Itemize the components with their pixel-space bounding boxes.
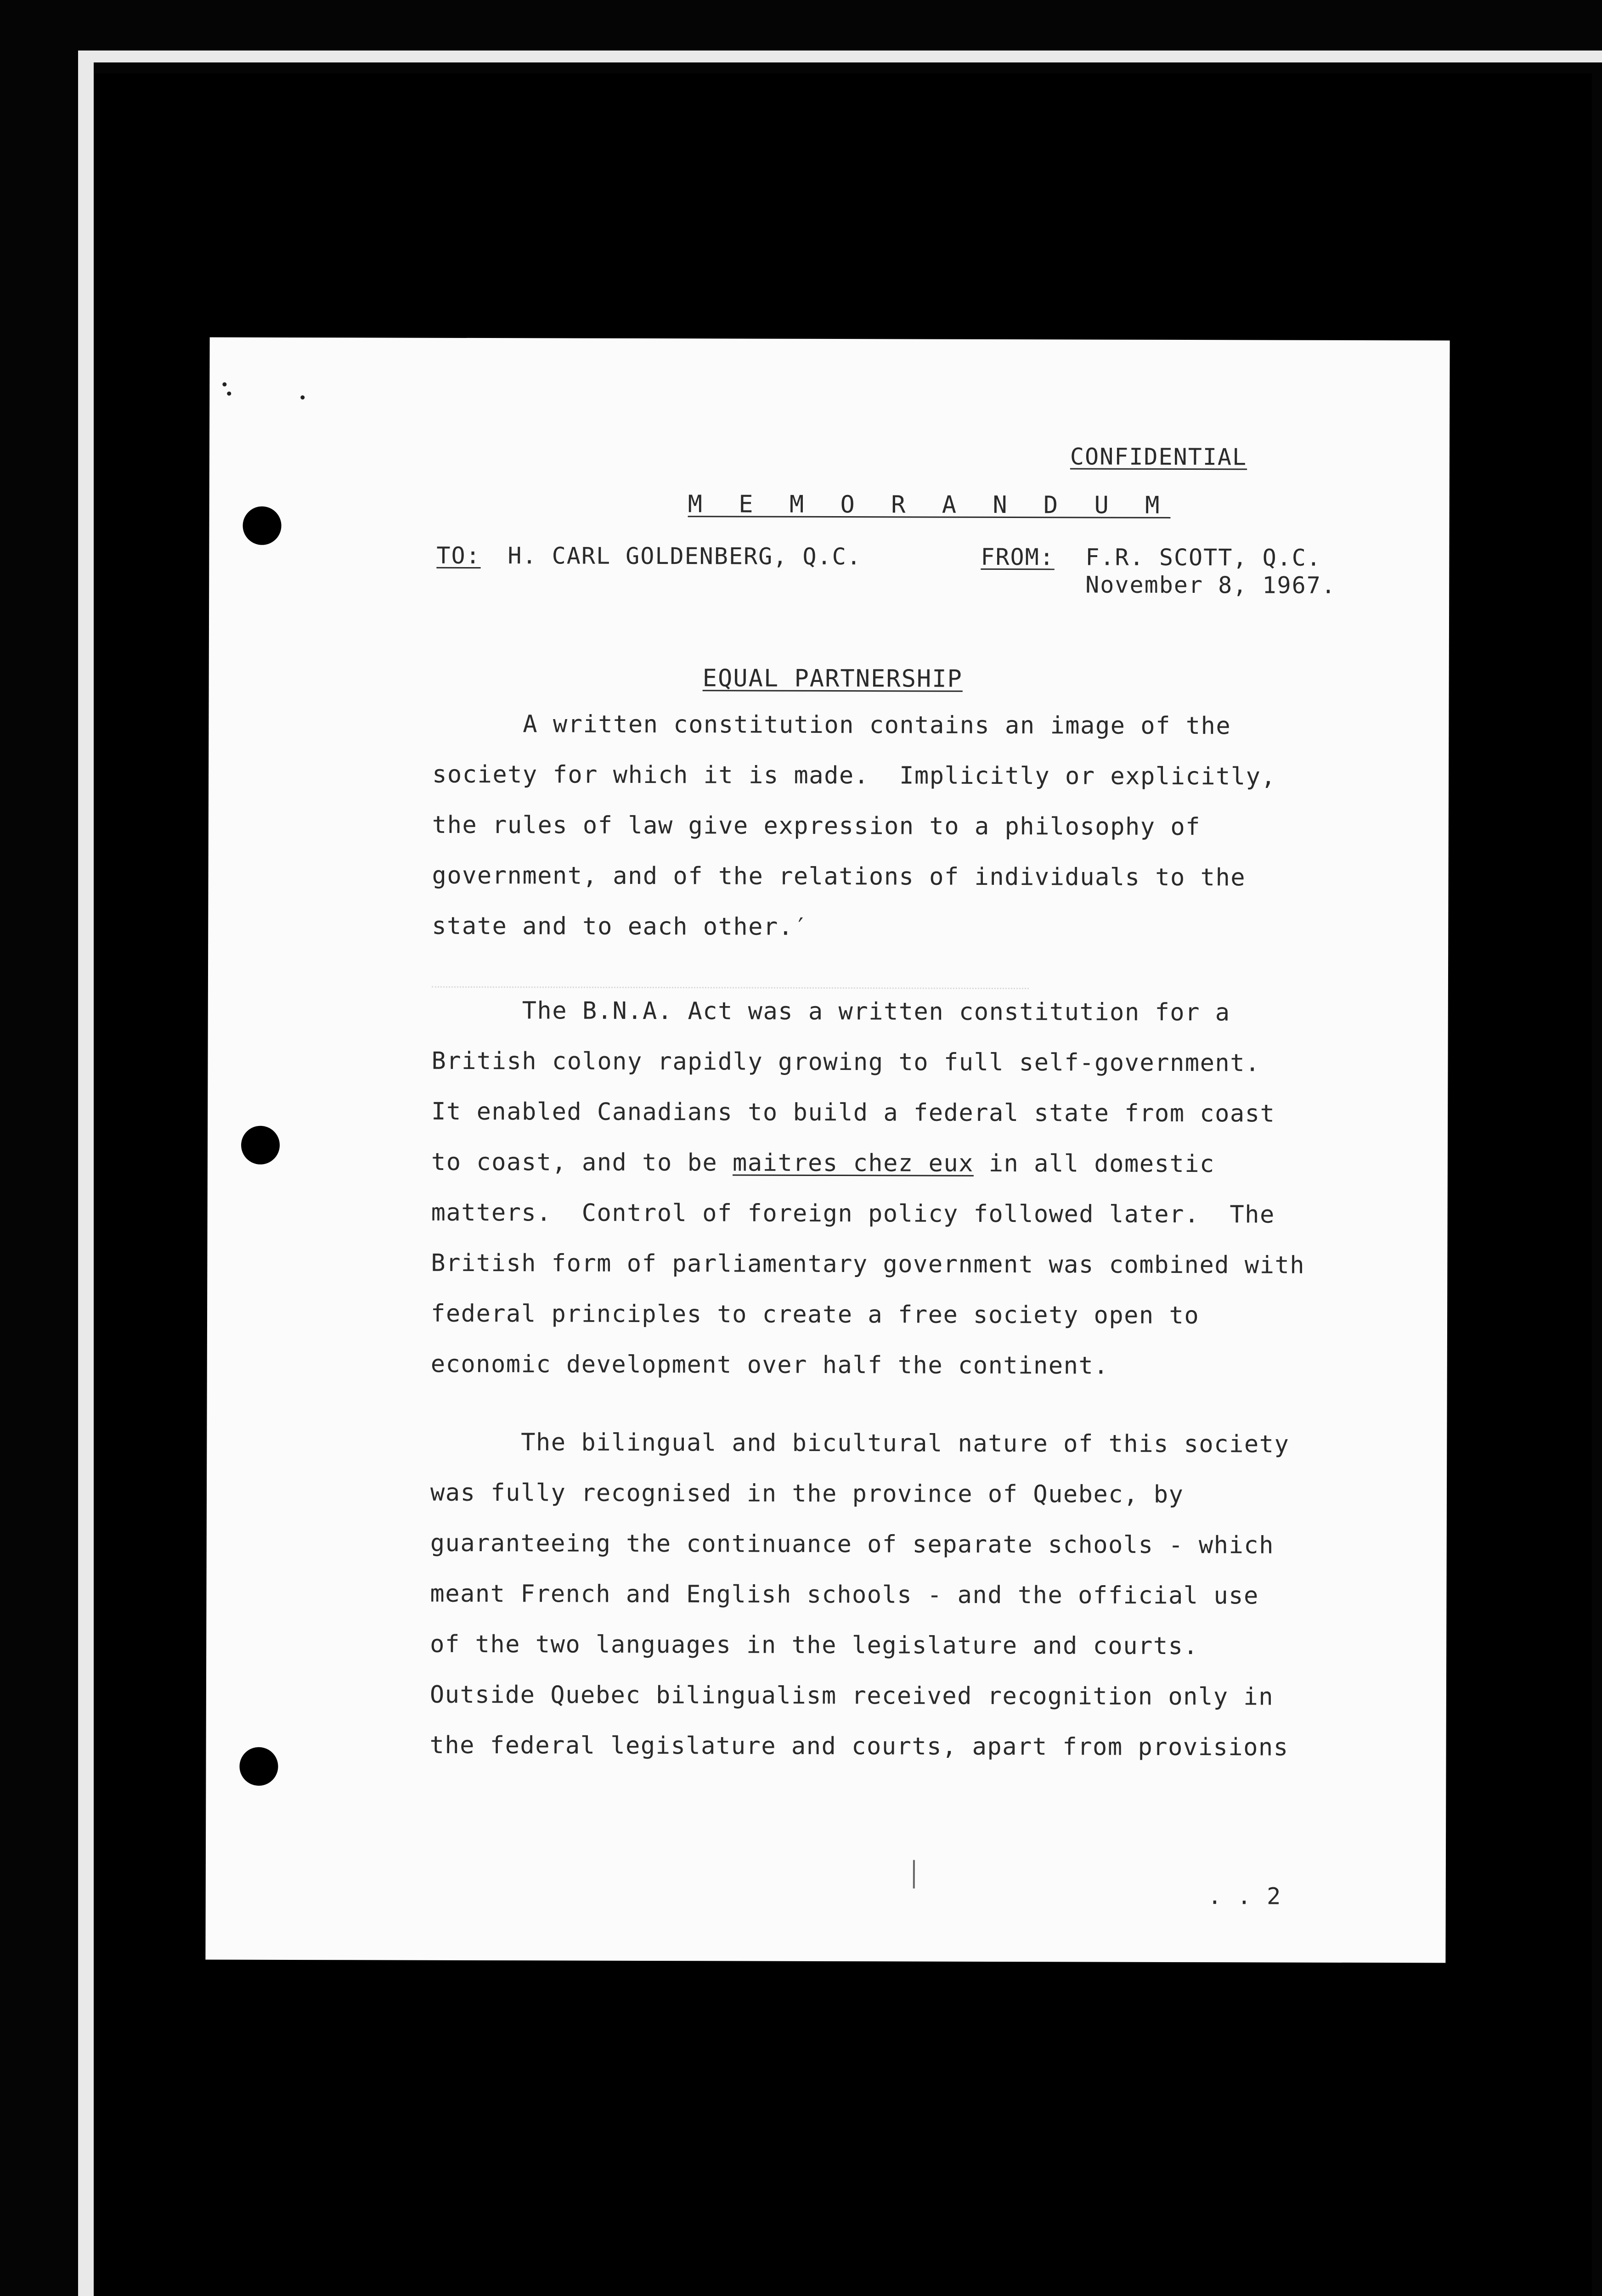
memo-page — [205, 337, 1450, 1963]
paragraph-3 — [429, 1417, 1349, 1773]
line-text: in all domestic — [973, 1149, 1215, 1178]
paragraph-line: economic development over half the continent. — [430, 1350, 1109, 1380]
paragraph-1 — [432, 699, 1351, 954]
speck — [300, 395, 305, 400]
speck — [227, 392, 231, 396]
paragraph-line: guaranteeing the continuance of separate schools - which — [430, 1529, 1274, 1559]
paragraph-line: state and to each other.′ — [432, 912, 809, 941]
paragraph-line: the federal legislature and courts, apart from provisions — [429, 1731, 1289, 1761]
paragraph-line: the rules of law give expression to a philosophy of — [432, 811, 1201, 841]
paragraph-line: British form of parliamentary government was combined with — [431, 1249, 1305, 1279]
paragraph-line: The bilingual and bicultural nature of this society — [430, 1428, 1290, 1458]
speck — [222, 383, 226, 387]
paragraph-2 — [431, 985, 1350, 1392]
paragraph-line: The B.N.A. Act was a written constitution for a — [431, 996, 1230, 1027]
paragraph-line: meant French and English schools - and the official use — [430, 1580, 1259, 1610]
paragraph-line: of the two languages in the legislature and courts. — [430, 1630, 1199, 1660]
classification-stamp: CONFIDENTIAL — [1070, 443, 1247, 471]
memo-date: November 8, 1967. — [1085, 571, 1337, 599]
paragraph-line: Outside Quebec bilingualism received recognition only in — [429, 1681, 1274, 1711]
punch-hole-icon — [241, 1126, 280, 1165]
underlined-phrase: maitres chez eux — [732, 1149, 974, 1177]
from-sender: F.R. SCOTT, Q.C. — [1085, 544, 1322, 571]
paragraph-line: matters. Control of foreign policy followed later. The — [431, 1199, 1275, 1229]
paragraph-line: It enabled Canadians to build a federal state from coast — [431, 1097, 1275, 1128]
to-recipient: H. CARL GOLDENBERG, Q.C. — [508, 542, 862, 570]
memo-title: M E M O R A N D U M — [688, 490, 1171, 519]
page-continuation-marker: . . 2 — [1207, 1883, 1282, 1910]
from-label: FROM: — [981, 543, 1055, 571]
paragraph-line: federal principles to create a free society open to — [430, 1300, 1200, 1330]
punch-hole-icon — [243, 506, 281, 545]
paragraph-line: A written constitution contains an image of the — [432, 710, 1231, 740]
line-text: to coast, and to be — [431, 1148, 733, 1177]
to-label: TO: — [436, 542, 481, 569]
stray-mark — [913, 1860, 915, 1888]
punch-hole-icon — [239, 1747, 278, 1786]
paragraph-line — [431, 1137, 1350, 1190]
paragraph-line: government, and of the relations of individuals to the — [432, 861, 1246, 892]
paragraph-line: was fully recognised in the province of Quebec, by — [430, 1479, 1184, 1509]
section-title: EQUAL PARTNERSHIP — [702, 664, 963, 693]
paragraph-line: society for which it is made. Implicitly or explicitly, — [432, 760, 1276, 791]
paragraph-line: British colony rapidly growing to full self-government. — [431, 1047, 1260, 1077]
